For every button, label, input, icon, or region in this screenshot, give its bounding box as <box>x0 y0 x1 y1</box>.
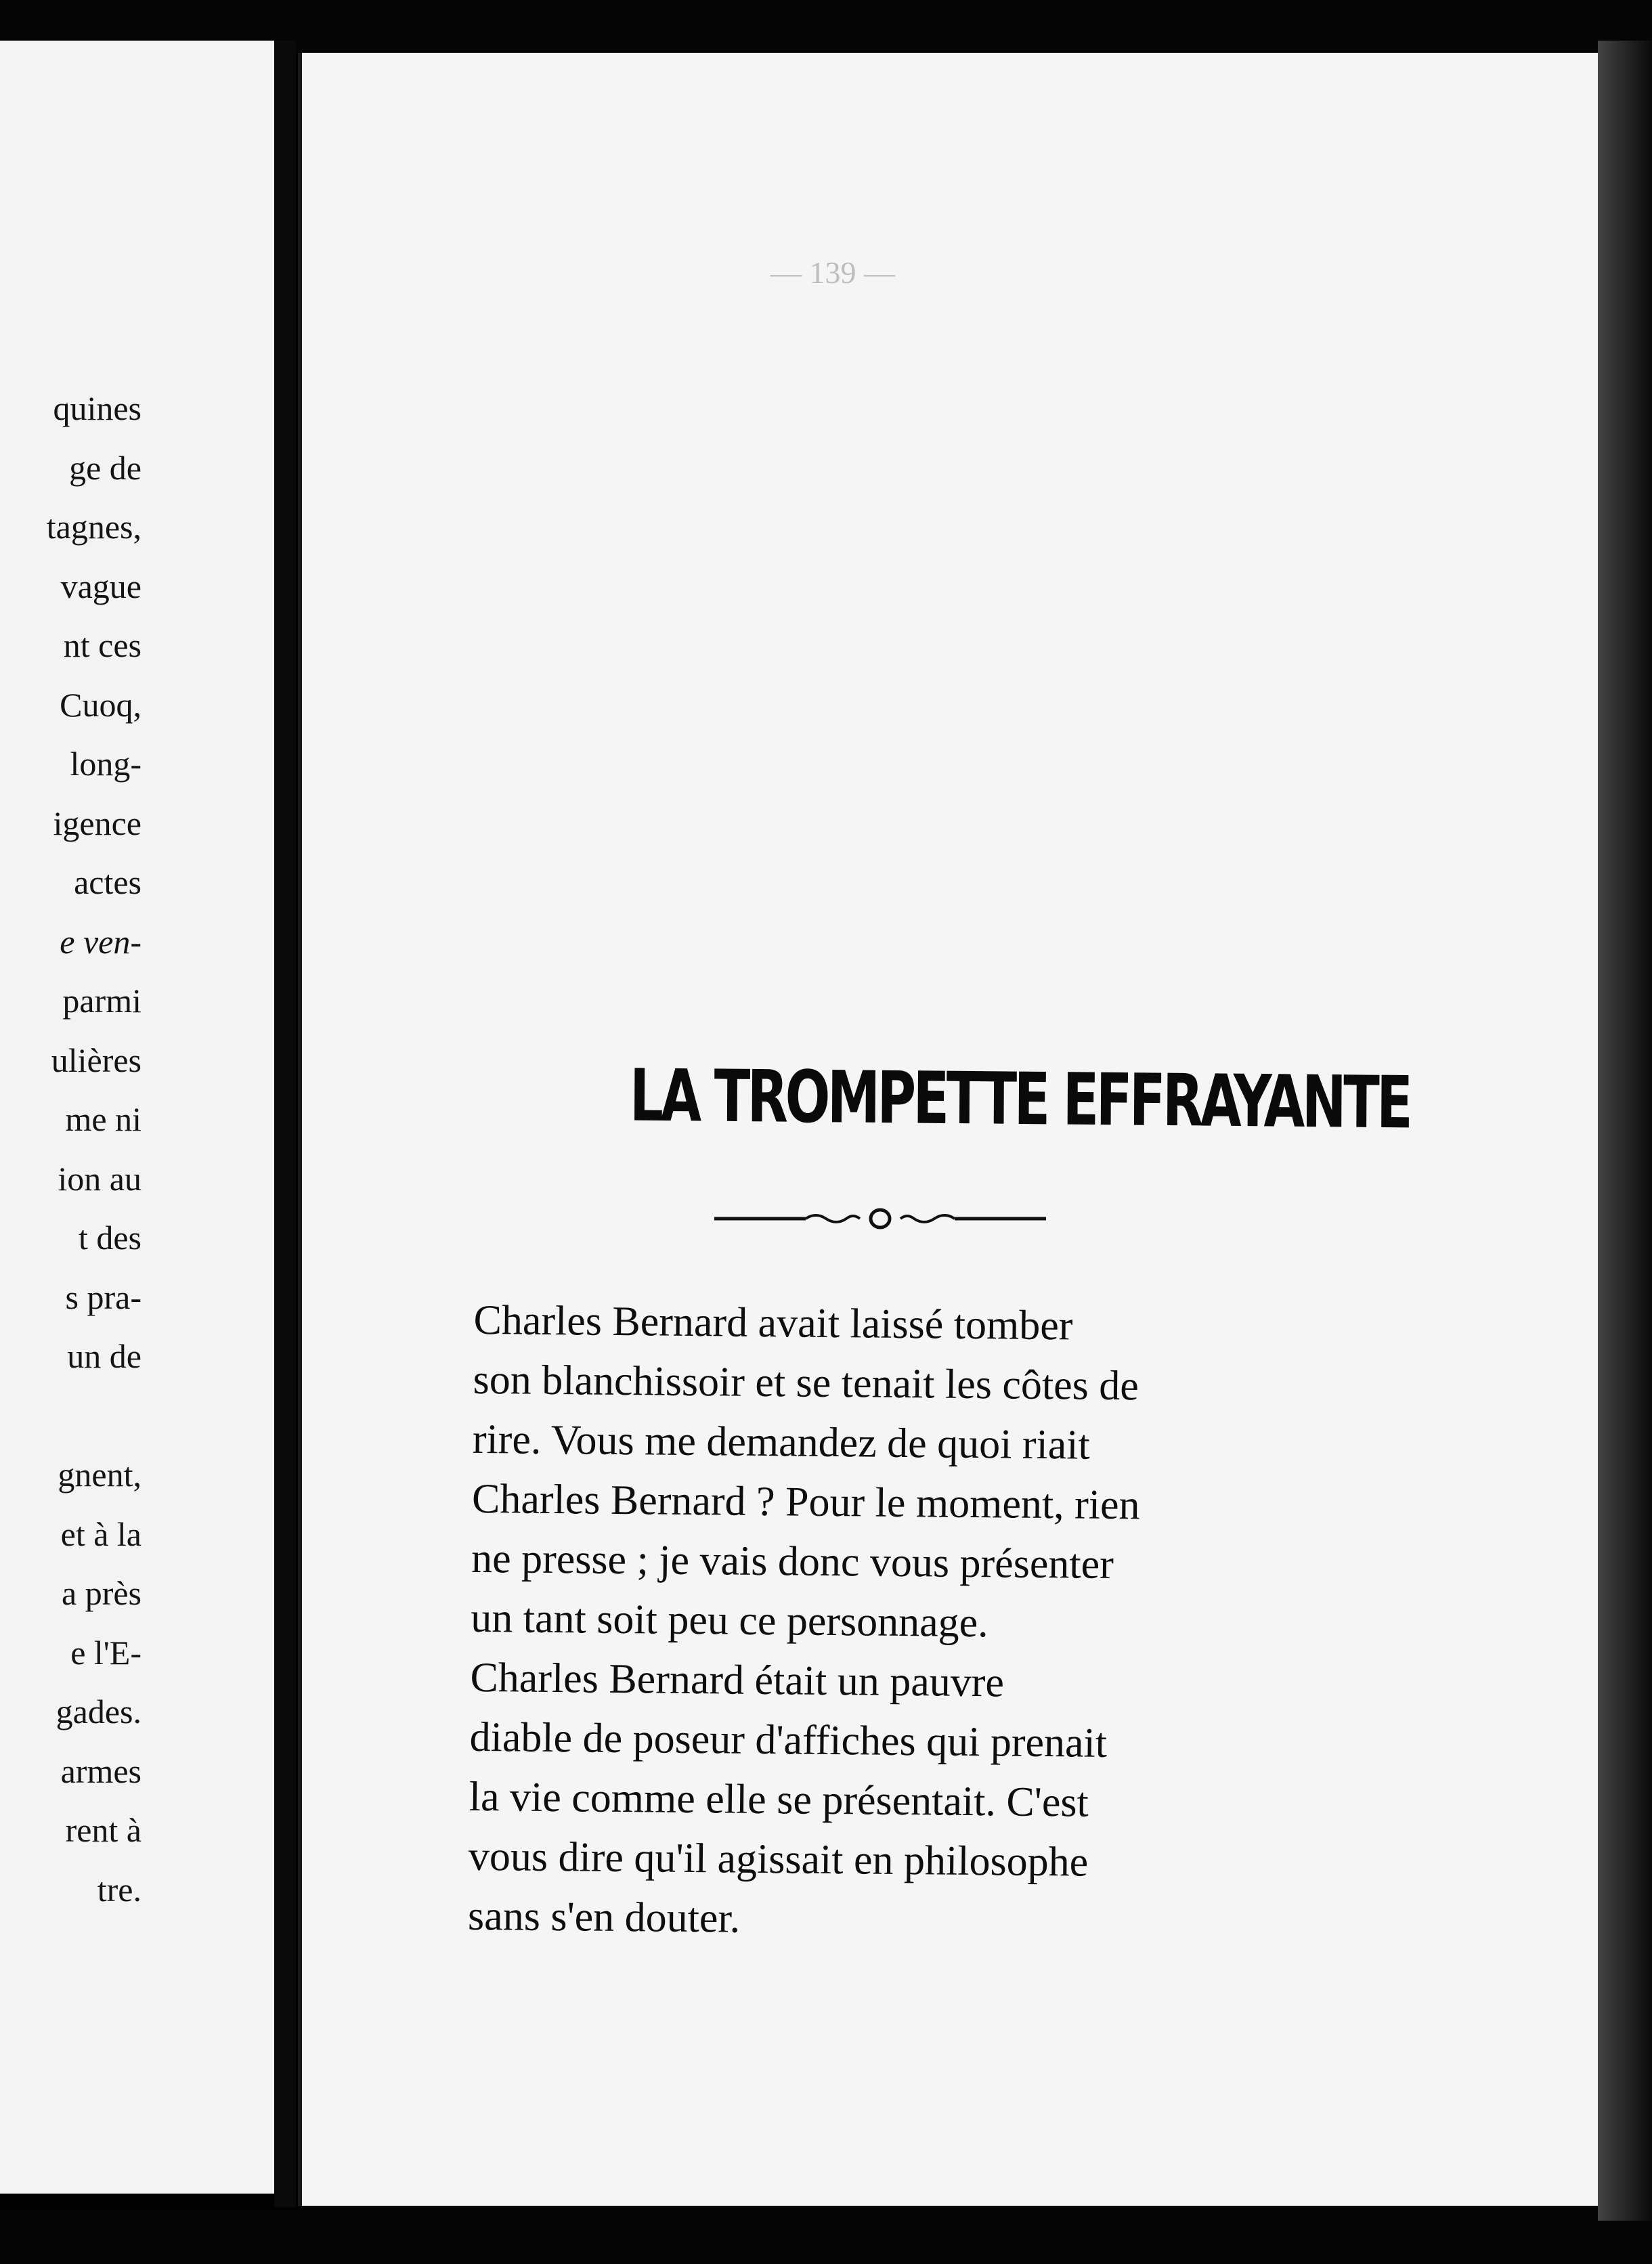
bleed-through-text <box>460 244 1381 315</box>
paragraph-1 <box>406 1290 1337 1656</box>
paragraph-2 <box>404 1647 1334 1954</box>
text-line: la vie comme elle se présentait. C'est <box>469 1773 1089 1826</box>
left-line: Cuoq, <box>60 685 142 724</box>
left-line: un de <box>67 1337 142 1375</box>
left-line: ion au <box>58 1159 142 1198</box>
story-body <box>404 1290 1337 1954</box>
left-line: gnent, <box>58 1456 142 1494</box>
left-line: ge de <box>69 448 142 487</box>
text-line: son blanchissoir et se tenait les côtes de <box>473 1356 1139 1410</box>
left-line: actes <box>74 863 142 901</box>
left-line: ulières <box>51 1041 142 1079</box>
left-line: igence <box>53 804 142 842</box>
left-page-text <box>0 379 142 1919</box>
text-line: vous dire qu'il agissait en philosophe <box>468 1833 1089 1886</box>
story-title: LA TROMPETTE EFFRAYANTE <box>629 1053 1410 1145</box>
text-line: Charles Bernard ? Pour le moment, rien <box>471 1475 1140 1529</box>
left-line: gades. <box>56 1693 142 1730</box>
left-line: me ni <box>65 1100 142 1138</box>
left-line: tagnes, <box>46 508 142 546</box>
right-page-edge <box>1598 41 1652 2221</box>
text-line: un tant soit peu ce personnage. <box>471 1594 989 1647</box>
left-line: tre. <box>97 1870 142 1909</box>
left-line: a près <box>62 1574 142 1612</box>
text-line: diable de poseur d'affiches qui prenait <box>469 1714 1108 1766</box>
text-line: sans s'en douter. <box>467 1892 741 1942</box>
book-gutter <box>274 41 296 2207</box>
ornament-divider-icon <box>714 1205 1046 1232</box>
left-line: t des <box>78 1219 142 1257</box>
left-line: e ven- <box>60 922 142 961</box>
left-line: et à la <box>60 1515 142 1553</box>
left-line: rent à <box>65 1811 142 1849</box>
left-line: s pra- <box>65 1278 142 1316</box>
left-line: armes <box>60 1751 142 1790</box>
text-line: Charles Bernard avait laissé tomber <box>473 1297 1073 1349</box>
scan-frame-bottom <box>0 2210 1652 2264</box>
left-page <box>0 41 274 2194</box>
text-line: rire. Vous me demandez de quoi riait <box>472 1416 1091 1468</box>
left-line: long- <box>70 745 142 783</box>
bleed-page-number: — 139 — <box>770 255 895 290</box>
left-line <box>0 1387 142 1446</box>
text-line: ne presse ; je vais donc vous présenter <box>471 1535 1114 1588</box>
text-line: Charles Bernard était un pauvre <box>470 1654 1005 1706</box>
left-line: nt ces <box>63 626 142 664</box>
left-line: quines <box>53 389 142 427</box>
left-line: parmi <box>62 982 142 1020</box>
left-line: e l'E- <box>70 1633 142 1672</box>
left-line: vague <box>60 567 142 605</box>
